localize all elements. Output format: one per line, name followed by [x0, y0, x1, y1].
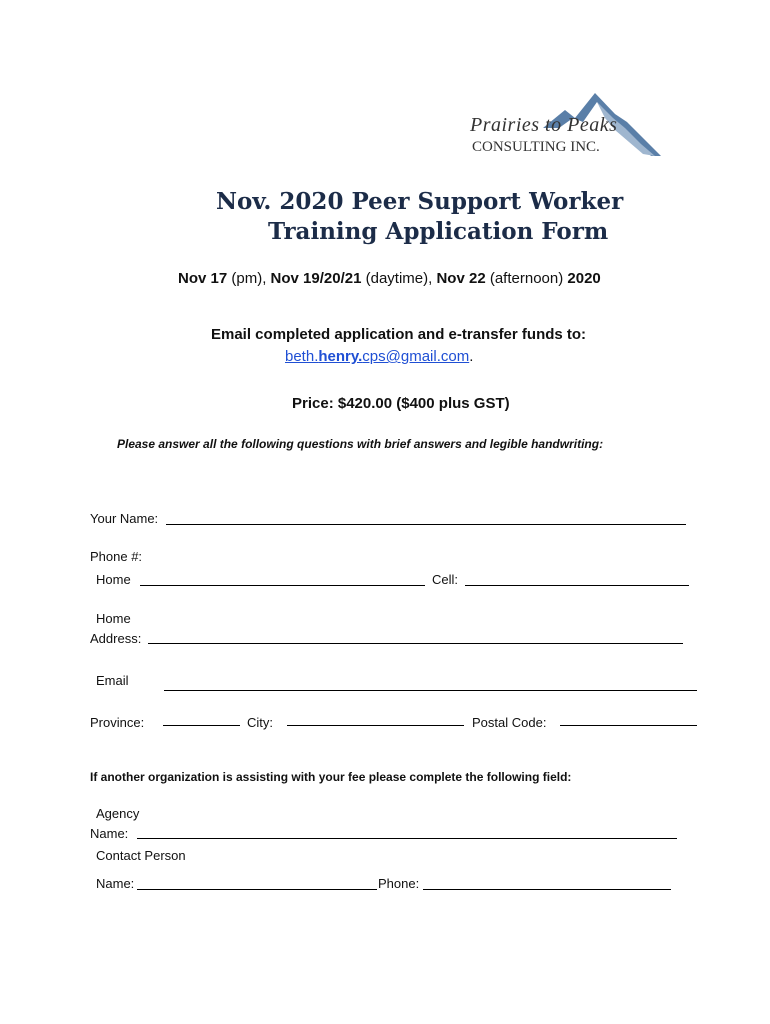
home-phone-label: Home: [96, 572, 131, 587]
training-dates: [178, 270, 601, 287]
date-2-note: (daytime),: [361, 270, 437, 287]
home-address-field[interactable]: [148, 643, 683, 644]
date-3: Nov 22: [436, 270, 486, 287]
cell-label: Cell:: [432, 572, 459, 587]
date-2: Nov 19/20/21: [270, 270, 362, 287]
city-field[interactable]: [287, 725, 464, 726]
postal-code-field[interactable]: [560, 725, 697, 726]
email-field[interactable]: [164, 690, 697, 691]
contact-name-label: Name:: [96, 876, 135, 891]
contact-name-field[interactable]: [137, 889, 377, 890]
your-name-label: Your Name:: [90, 511, 159, 526]
logo-subname: CONSULTING INC.: [472, 139, 600, 155]
agency-label-line2: Name:: [90, 826, 129, 841]
year: 2020: [567, 270, 601, 287]
postal-code-label: Postal Code:: [472, 715, 547, 730]
province-label: Province:: [90, 715, 145, 730]
email-address-line: beth.henry.cps@gmail.com.: [285, 348, 474, 365]
home-address-label-line2: Address:: [90, 631, 142, 646]
instructions: Please answer all the following questions with brief answers and legible handwriting:: [117, 437, 604, 451]
cell-phone-field[interactable]: [465, 585, 689, 586]
province-field[interactable]: [163, 725, 240, 726]
contact-person-label: Contact Person: [96, 848, 186, 863]
date-1-note: (pm),: [227, 270, 271, 287]
city-label: City:: [247, 715, 273, 730]
home-phone-field[interactable]: [140, 585, 425, 586]
date-1: Nov 17: [178, 270, 228, 287]
contact-phone-label: Phone:: [378, 876, 420, 891]
phone-label: Phone #:: [90, 549, 143, 564]
contact-phone-field[interactable]: [423, 889, 671, 890]
agency-name-field[interactable]: [137, 838, 677, 839]
email-link[interactable]: beth.henry.cps@gmail.com: [285, 348, 470, 365]
home-address-label-line1: Home: [96, 611, 131, 626]
form-title-line2: Training Application Form: [268, 218, 609, 245]
organization-note: If another organization is assisting with your fee please complete the following field:: [90, 770, 572, 784]
date-3-note: (afternoon): [485, 270, 568, 287]
logo-name: Prairies to Peaks: [470, 114, 618, 136]
your-name-field[interactable]: [166, 524, 686, 525]
price: Price: $420.00 ($400 plus GST): [292, 395, 510, 412]
company-logo: [465, 88, 685, 163]
email-label: Email: [96, 673, 129, 688]
form-title-line1: Nov. 2020 Peer Support Worker: [216, 188, 624, 215]
email-instruction: Email completed application and e-transfer funds to:: [211, 326, 587, 343]
agency-label-line1: Agency: [96, 806, 140, 821]
